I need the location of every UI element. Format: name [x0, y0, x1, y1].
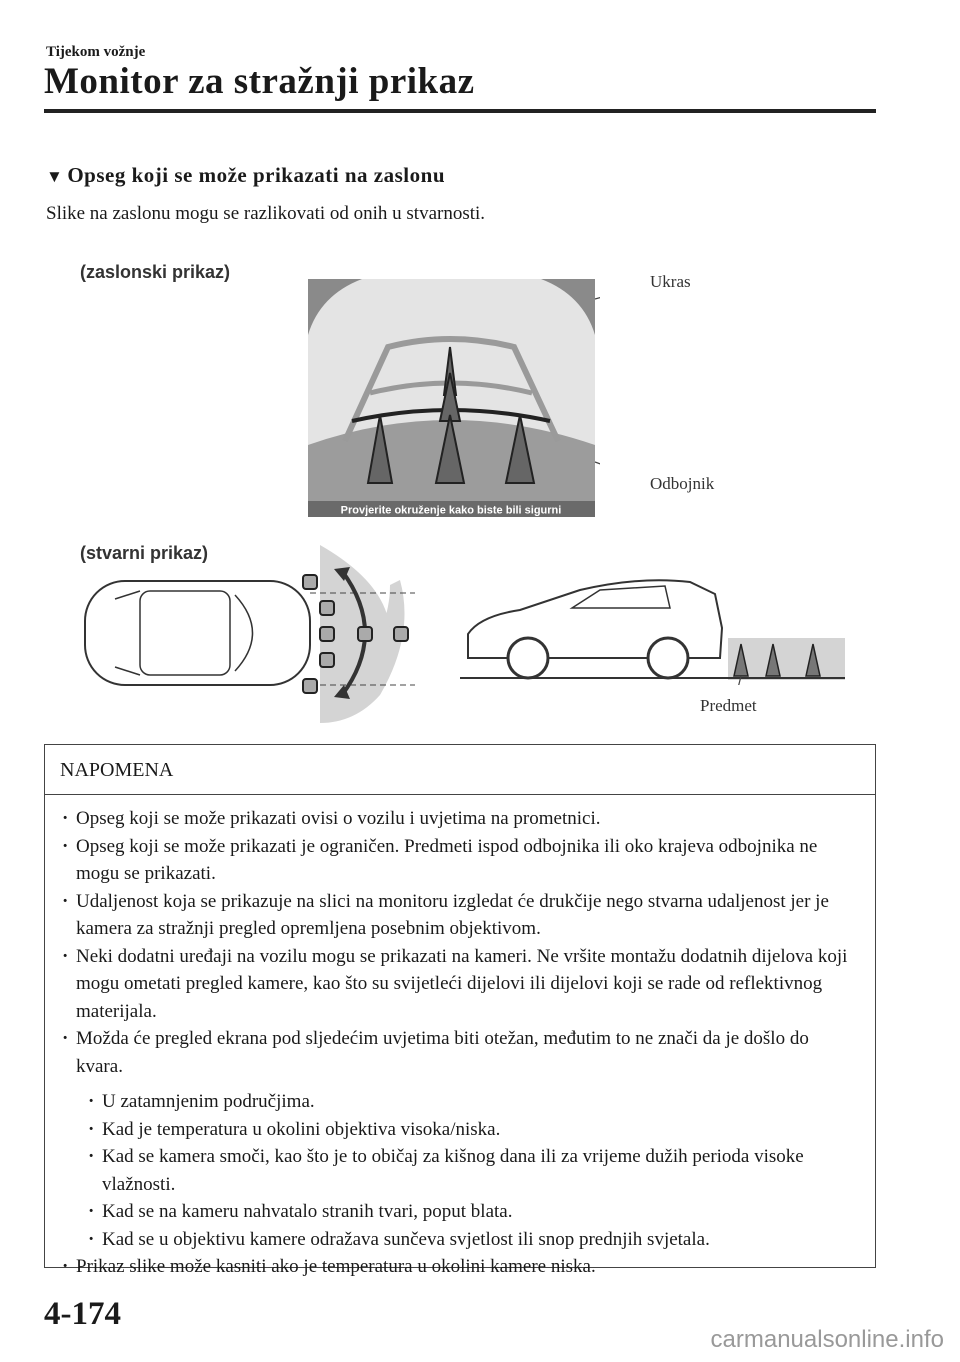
- screen-view-label: (zaslonski prikaz): [80, 262, 231, 282]
- note-item: · Opseg koji se može prikazati je ograničen. Predmeti ispod odbojnika ili oko krajeva odbojnika ne mogu se prikazati.: [60, 833, 859, 888]
- note-item: · Možda će pregled ekrana pod sljedećim uvjetima biti otežan, međutim to ne znači da je došlo do kvara.: [60, 1025, 859, 1080]
- note-body: [45, 795, 875, 1281]
- note-item: · Opseg koji se može prikazati ovisi o vozilu i uvjetima na prometnici.: [60, 805, 859, 833]
- section-label: Tijekom vožnje: [46, 44, 146, 60]
- callout-bumper: Odbojnik: [650, 474, 715, 493]
- subheading-text: Opseg koji se može prikazati na zaslonu: [67, 163, 445, 187]
- note-heading: NAPOMENA: [45, 745, 875, 795]
- watermark: carmanualsonline.info: [710, 1326, 944, 1353]
- top-view-illustration: [70, 545, 430, 723]
- screen-banner-text: Provjerite okruženje kako biste bili sigurni: [340, 504, 562, 517]
- note-subitem: · Kad se u objektivu kamere odražava sunčeva svjetlost ili snop prednjih svjetala.: [86, 1226, 859, 1254]
- subheading: [46, 163, 445, 188]
- title-divider: [44, 109, 876, 113]
- note-item: · Prikaz slike može kasniti ako je temperatura u okolini kamere niska.: [60, 1253, 859, 1281]
- note-subitem: · Kad je temperatura u okolini objektiva visoka/niska.: [86, 1116, 859, 1144]
- note-box: [44, 744, 876, 1277]
- callout-trim: Ukras: [650, 272, 691, 291]
- side-view-illustration: [460, 570, 845, 685]
- note-subitem: · Kad se kamera smoči, kao što je to običaj za kišnog dana ili za vrijeme dužih perioda visoke vlažnosti.: [86, 1143, 859, 1198]
- note-item: · Udaljenost koja se prikazuje na slici na monitoru izgledat će drukčije nego stvarna udaljenost jer je kamera za stražnji pregled opremljena posebnim objektivom.: [60, 888, 859, 943]
- page-number: 4-174: [44, 1296, 121, 1332]
- callout-object: Predmet: [700, 696, 757, 715]
- note-item: · Neki dodatni uređaji na vozilu mogu se prikazati na kameri. Ne vršite montažu dodatnih dijelova koji mogu ometati pregled kamere, kao što su svijetleći dijelovi ili dijelovi koji se rade od reflektivnog materijala.: [60, 943, 859, 1026]
- triangle-bullet-icon: ▼: [46, 167, 64, 186]
- note-subitem: · U zatamnjenim područjima.: [86, 1088, 859, 1116]
- screen-view-illustration: [300, 275, 600, 521]
- intro-text: Slike na zaslonu mogu se razlikovati od onih u stvarnosti.: [46, 203, 486, 224]
- actual-view-label: (stvarni prikaz): [80, 543, 209, 563]
- note-subitem: · Kad se na kameru nahvatalo stranih tvari, poput blata.: [86, 1198, 859, 1226]
- page-title: Monitor za stražnji prikaz: [44, 61, 475, 102]
